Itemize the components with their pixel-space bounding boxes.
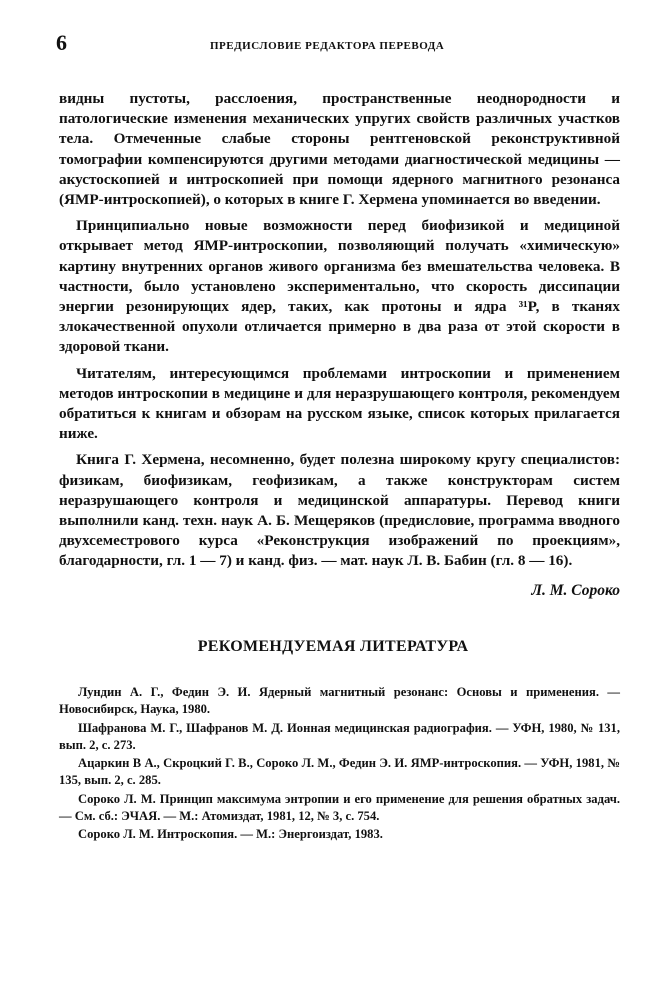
page-number: 6 [56,30,67,55]
reference-item: Ацаркин В А., Скроцкий Г. В., Сороко Л. М., Федин Э. И. ЯМР-интроскопия. — УФН, 1981, № 135, вып. 2, с. 285. [59,756,620,788]
references-list [59,684,620,845]
paragraph-continuation: видны пустоты, расслоения, пространственные неоднородности и патологические изменения механических упругих свойств различных участков тела. Отмеченные слабые стороны рентгеновской реконструктивной томографии компенсируются другими методами диагностической медицины — акустоскопией и интроскопией при помощи ядерного магнитного резонанса (ЯМР-интроскопией), о которых в книге Г. Хермена упоминается во введении. [59,90,620,209]
reference-item: Лундин А. Г., Федин Э. И. Ядерный магнитный резонанс: Основы и применения. — Новосибирск, Наука, 1980. [59,685,620,717]
body-text [59,89,620,578]
signature: Л. М. Сороко [531,582,620,599]
paragraph-nmr: Принципиально новые возможности перед биофизикой и медициной открывает метод ЯМР-интроскопии, позволяющий получать «химическую» картину внутренних органов живого организма без вмешательства человека. В частности, было установлено экспериментально, что скорость диссипации энергии резонирующих ядер, таких, как протоны и ядра ³¹P, в тканях злокачественной опухоли отличается примерно в два раза от этой скорости в здоровой ткани. [59,217,620,356]
running-head: ПРЕДИСЛОВИЕ РЕДАКТОРА ПЕРЕВОДА [210,40,445,52]
reference-item: Шафранова М. Г., Шафранов М. Д. Ионная медицинская радиография. — УФН, 1980, № 131, вып. 2, с. 273. [59,720,620,752]
paragraph-readers: Читателям, интересующимся проблемами интроскопии и применением методов интроскопии в медицине и для неразрушающего контроля, рекомендуем обратиться к книгам и обзорам на русском языке, список которых прилагается ниже. [59,364,620,443]
reference-item: Сороко Л. М. Принцип максимума энтропии и его применение для решения обратных задач. — См. сб.: ЭЧАЯ. — М.: Атомиздат, 1981, 12, № 3, с. 754. [59,791,620,824]
paragraph-translation: Книга Г. Хермена, несомненно, будет полезна широкому кругу специалистов: физикам, биофизикам, геофизикам, а также конструкторам систем неразрушающего контроля и медицинской аппаратуры. Перевод книги выполнили канд. техн. наук А. Б. Мещеряков (предисловие, программа вводного двухсеместрового курса «Реконструкция изображений по проекциям», благодарности, гл. 1 — 7) и канд. физ. — мат. наук Л. В. Бабин (гл. 8 — 16). [59,451,620,570]
reference-item: Сороко Л. М. Интроскопия. — М.: Энергоиздат, 1983. [78,827,383,842]
references-heading: РЕКОМЕНДУЕМАЯ ЛИТЕРАТУРА [197,638,469,655]
